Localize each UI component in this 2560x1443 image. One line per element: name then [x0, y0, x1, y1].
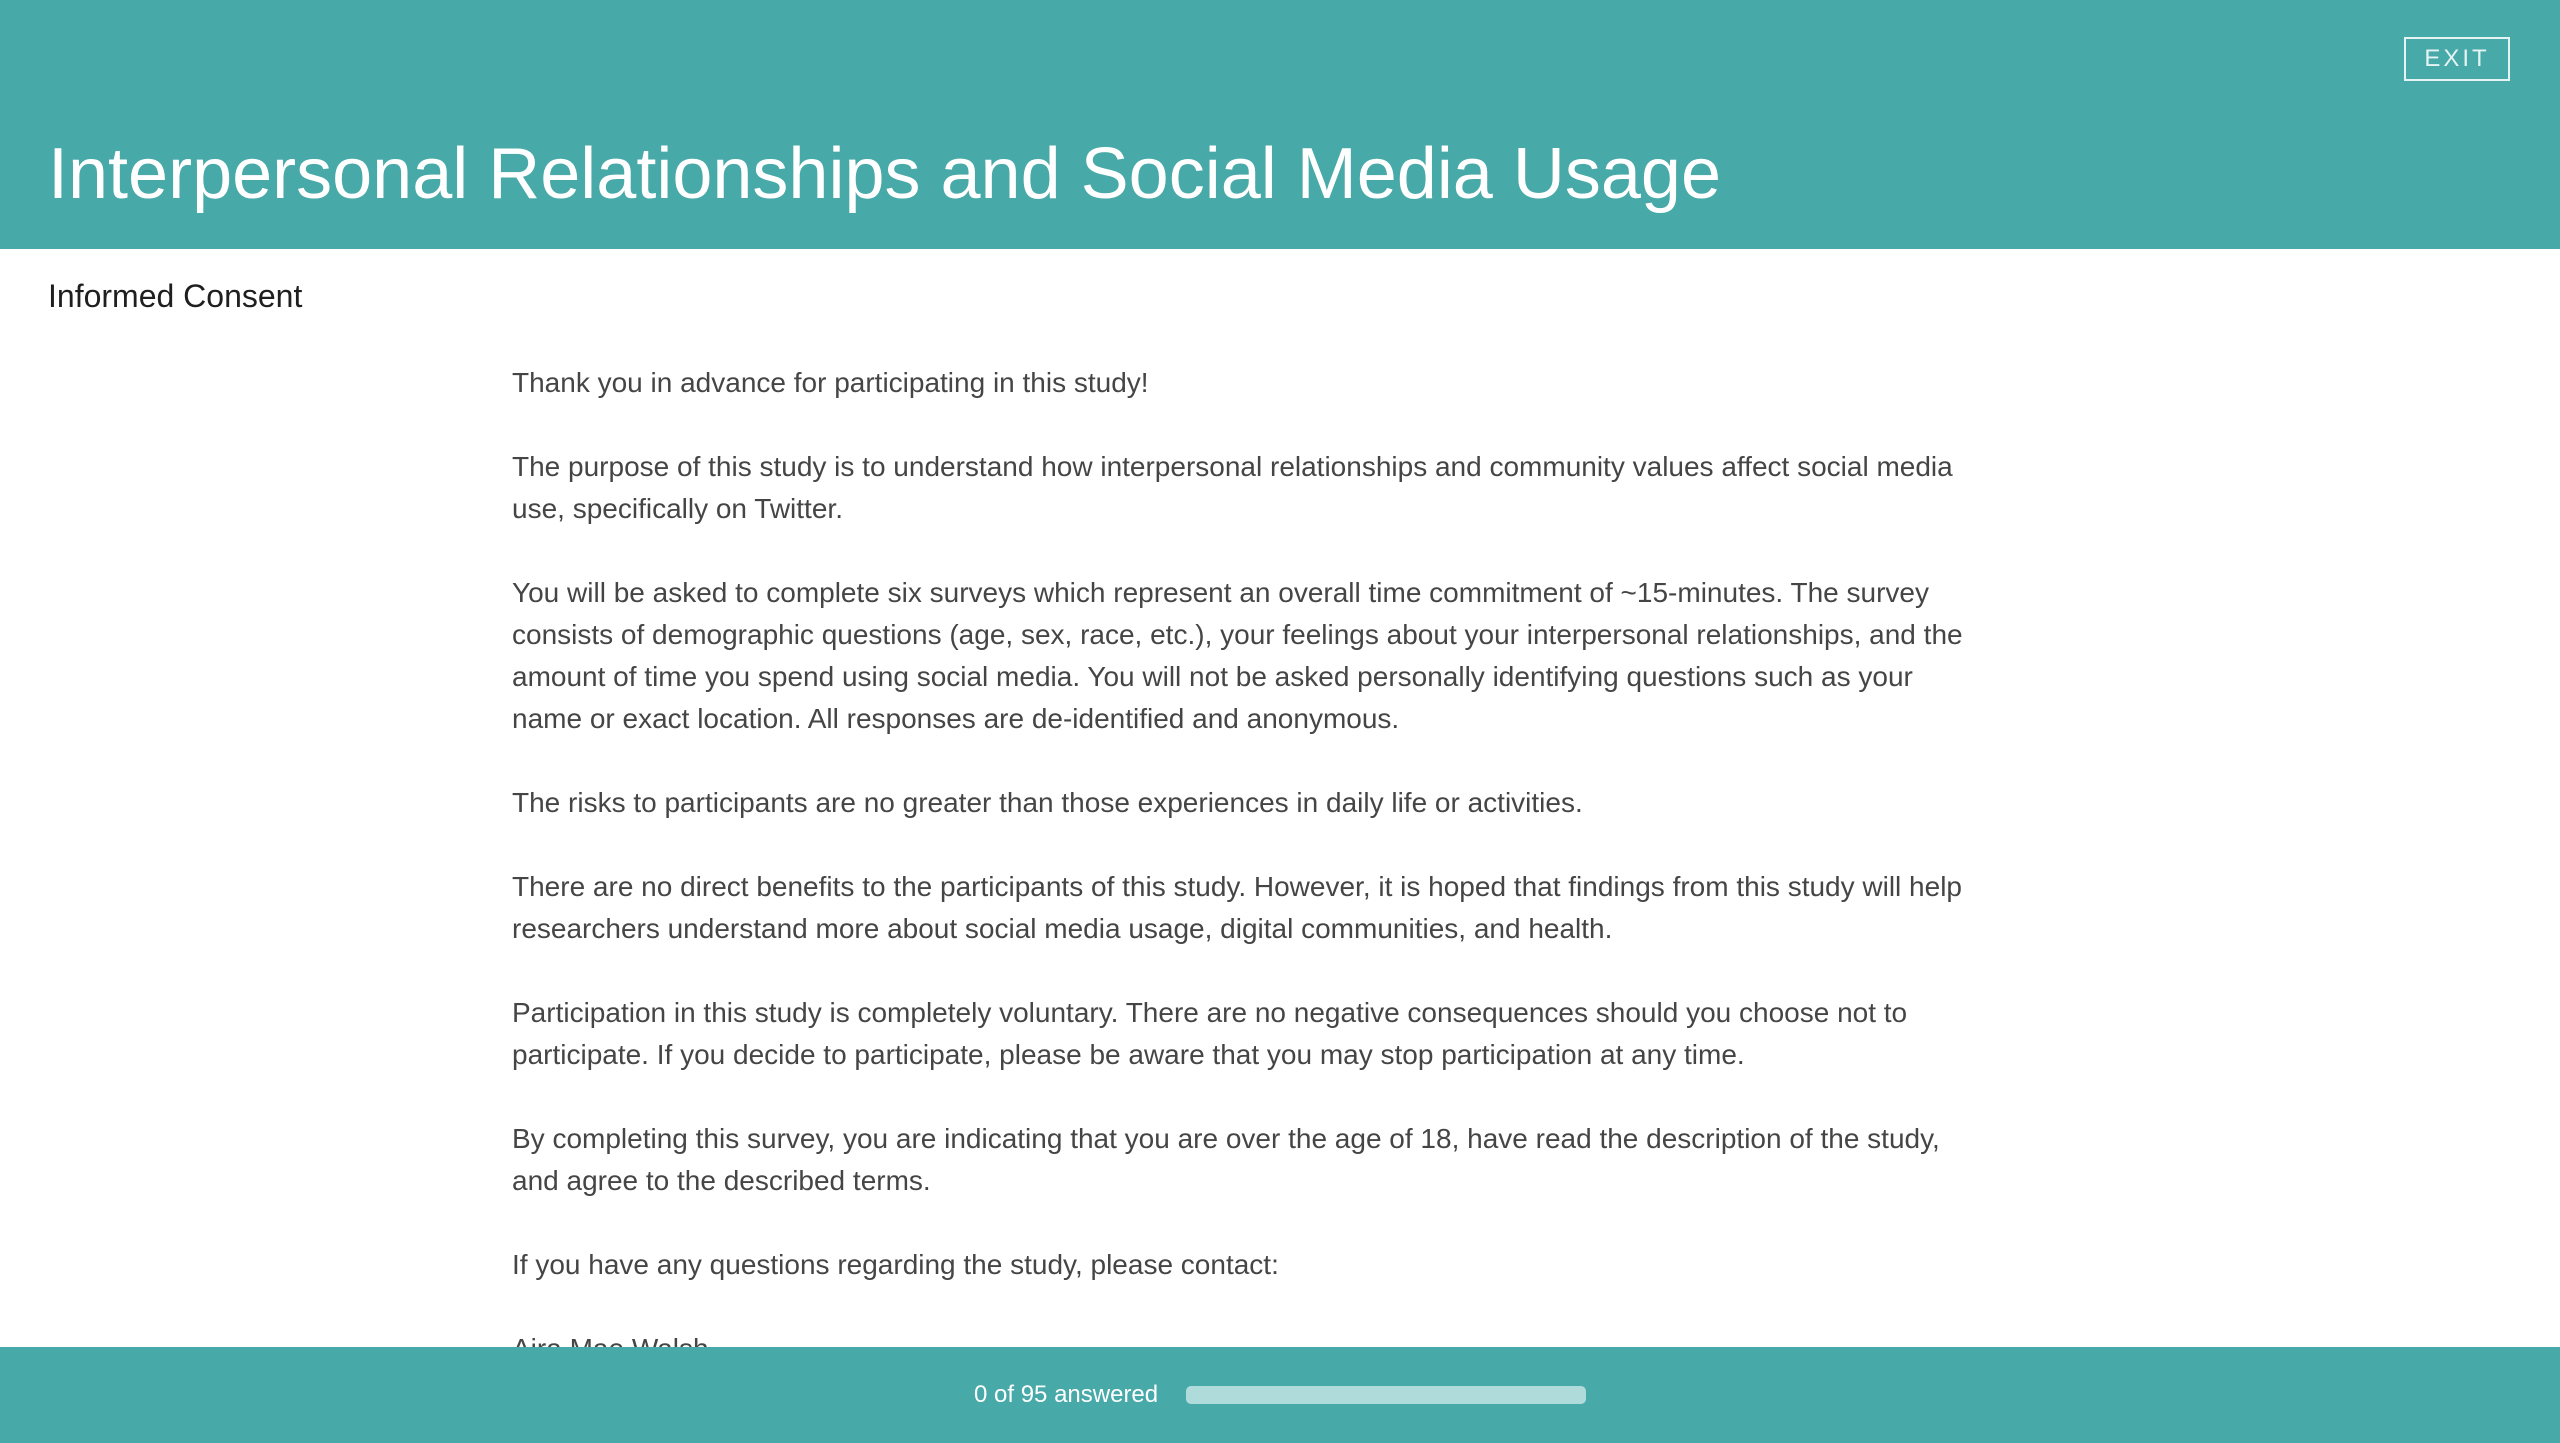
consent-paragraph: There are no direct benefits to the participants of this study. However, it is hoped that findings from this study will help researchers understand more about social media usage, digital communities, and health. — [512, 871, 1962, 944]
consent-paragraph: Participation in this study is completely voluntary. There are no negative consequences should you choose not to participate. If you decide to participate, please be aware that you may stop participation at any time. — [512, 997, 1908, 1070]
consent-paragraph: Thank you in advance for participating in this study! — [512, 367, 1149, 398]
consent-paragraph: The risks to participants are no greater than those experiences in daily life or activities. — [512, 787, 1583, 818]
consent-paragraph: If you have any questions regarding the study, please contact: — [512, 1249, 1279, 1280]
header-bar — [0, 0, 2560, 249]
progress-footer — [0, 1347, 2560, 1443]
consent-text — [512, 362, 1982, 1412]
progress-bar — [1186, 1386, 1586, 1404]
exit-button[interactable]: EXIT — [2404, 37, 2510, 81]
section-title: Informed Consent — [48, 278, 303, 314]
progress-text: 0 of 95 answered — [974, 1381, 1159, 1408]
consent-paragraph: The purpose of this study is to understand how interpersonal relationships and community values affect social media use, specifically on Twitter. — [512, 451, 1953, 524]
consent-paragraph: By completing this survey, you are indicating that you are over the age of 18, have read the description of the study, and agree to the described terms. — [512, 1123, 1940, 1196]
page-title: Interpersonal Relationships and Social Media Usage — [48, 134, 1721, 214]
consent-paragraph: You will be asked to complete six surveys which represent an overall time commitment of ~15-minutes. The survey consists of demographic questions (age, sex, race, etc.), your feelings about your interpersonal relationships, and the amount of time you spend using social media. You will not be asked personally identifying questions such as your name or exact location. All responses are de-identified and anonymous. — [512, 577, 1963, 734]
